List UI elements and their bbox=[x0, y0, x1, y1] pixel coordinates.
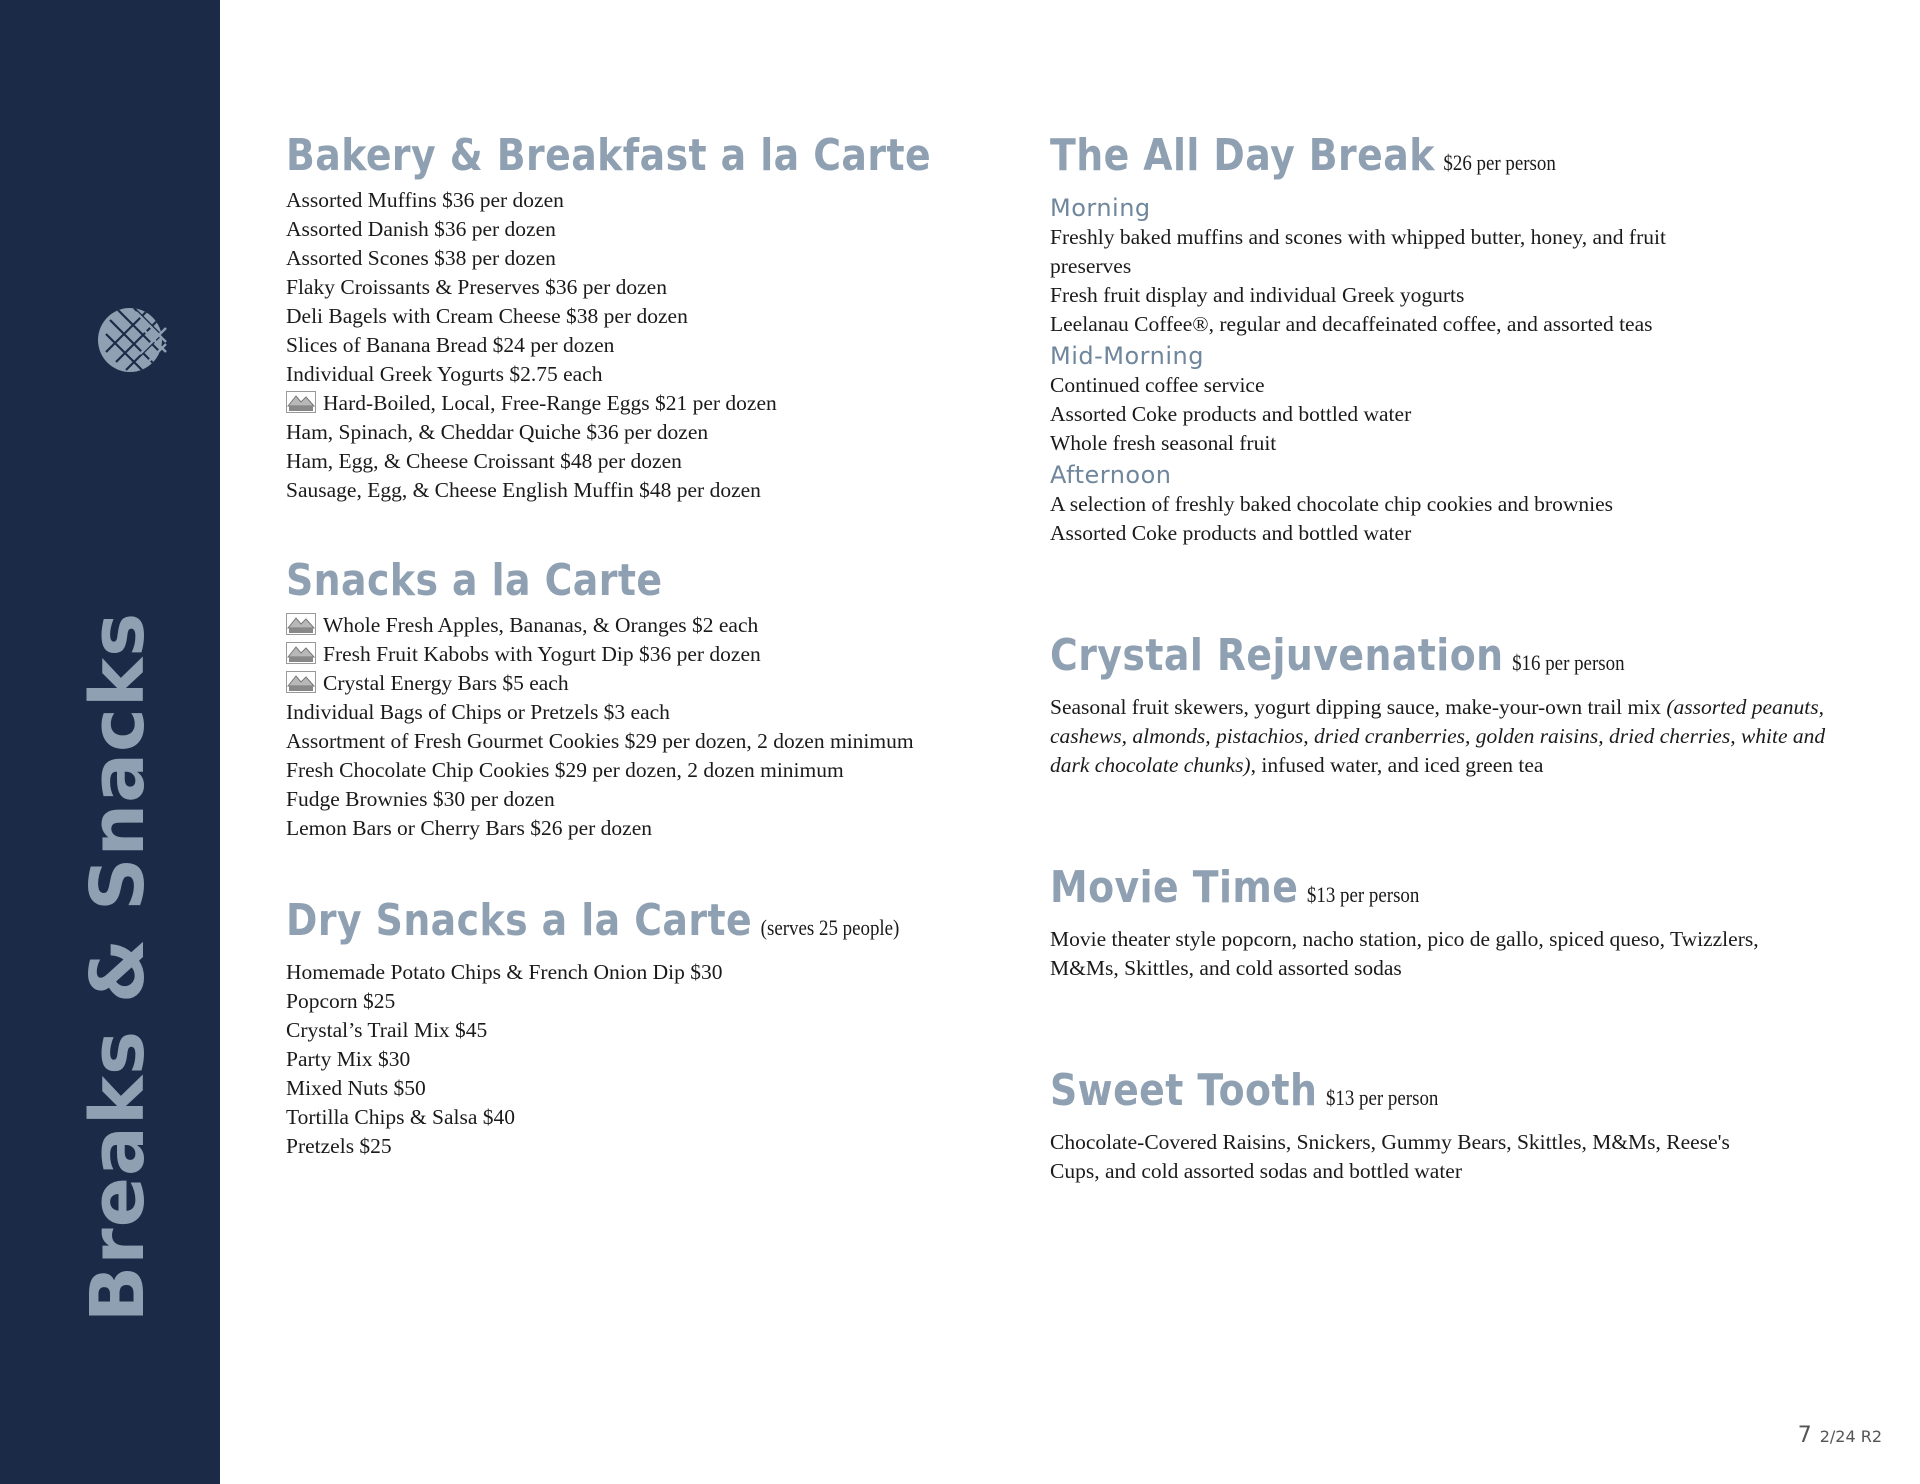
morning-label: Morning bbox=[1050, 194, 1151, 222]
list-item: A selection of freshly baked chocolate chip cookies and brownies bbox=[1050, 492, 1613, 516]
crystal-desc-start: Seasonal fruit skewers, yogurt dipping sauce, make-your-own trail mix bbox=[1050, 695, 1667, 719]
crystal-price: $16 per person bbox=[1512, 650, 1625, 675]
sidebar bbox=[0, 0, 220, 1484]
snacks-heading: Snacks a la Carte bbox=[286, 555, 663, 606]
dry-snacks-heading bbox=[286, 895, 905, 954]
snacks-section bbox=[286, 555, 1006, 843]
list-item: Crystal’s Trail Mix $45 bbox=[286, 1018, 488, 1042]
list-item: Ham, Spinach, & Cheddar Quiche $36 per dozen bbox=[286, 420, 709, 444]
list-item bbox=[286, 389, 1006, 418]
list-item: Whole fresh seasonal fruit bbox=[1050, 431, 1277, 455]
dry-snacks-note: (serves 25 people) bbox=[760, 915, 900, 940]
dry-snacks-section bbox=[286, 895, 1006, 1161]
list-item: Popcorn $25 bbox=[286, 989, 396, 1013]
list-item: Leelanau Coffee®, regular and decaffeinated coffee, and assorted teas bbox=[1050, 312, 1653, 336]
list-item: Assorted Coke products and bottled water bbox=[1050, 521, 1412, 545]
crystal-desc-italic: (assorted peanuts, cashews, almonds, pistachios, dried cranberries, golden raisins, dried cherries, white and dark chocolate chunks) bbox=[1050, 695, 1826, 777]
all-day-price: $26 per person bbox=[1443, 150, 1556, 175]
list-item: Pretzels $25 bbox=[286, 1134, 392, 1158]
sweet-heading bbox=[1050, 1065, 1738, 1124]
sweet-section bbox=[1050, 1065, 1850, 1186]
list-item bbox=[286, 611, 1006, 640]
page-footer bbox=[1798, 1423, 1882, 1448]
sweet-description: Chocolate-Covered Raisins, Snickers, Gummy Bears, Skittles, M&Ms, Reese's Cups, and cold assorted sodas and bottled water bbox=[1050, 1130, 1730, 1183]
peak-icon bbox=[286, 671, 316, 693]
list-item: Fresh Chocolate Chip Cookies $29 per dozen, 2 dozen minimum bbox=[286, 758, 844, 782]
sweet-price: $13 per person bbox=[1325, 1085, 1439, 1110]
list-item bbox=[286, 669, 1006, 698]
peak-icon bbox=[286, 391, 316, 413]
list-item: Sausage, Egg, & Cheese English Muffin $48 per dozen bbox=[286, 478, 761, 502]
list-item bbox=[286, 640, 1006, 669]
left-column bbox=[286, 130, 1006, 1161]
peak-icon bbox=[286, 642, 316, 664]
list-item: Assortment of Fresh Gourmet Cookies $29 per dozen, 2 dozen minimum bbox=[286, 729, 914, 753]
sidebar-title: Breaks & Snacks bbox=[75, 611, 161, 1323]
list-item: Individual Greek Yogurts $2.75 each bbox=[286, 362, 603, 386]
list-item: Fresh fruit display and individual Greek yogurts bbox=[1050, 283, 1465, 307]
list-item-text: Hard-Boiled, Local, Free-Range Eggs $21 per dozen bbox=[323, 391, 777, 415]
crystal-desc-end: , infused water, and iced green tea bbox=[1250, 753, 1544, 777]
list-item: Mixed Nuts $50 bbox=[286, 1076, 426, 1100]
list-item: Homemade Potato Chips & French Onion Dip $30 bbox=[286, 960, 723, 984]
list-item: Deli Bagels with Cream Cheese $38 per dozen bbox=[286, 304, 688, 328]
list-item: Fudge Brownies $30 per dozen bbox=[286, 787, 555, 811]
list-item: Assorted Danish $36 per dozen bbox=[286, 217, 556, 241]
all-day-section bbox=[1050, 130, 1850, 548]
dry-snacks-title: Dry Snacks a la Carte bbox=[286, 895, 753, 946]
peak-icon bbox=[286, 613, 316, 635]
list-item: Individual Bags of Chips or Pretzels $3 each bbox=[286, 700, 670, 724]
movie-price: $13 per person bbox=[1306, 882, 1420, 907]
list-item: Slices of Banana Bread $24 per dozen bbox=[286, 333, 615, 357]
bakery-section bbox=[286, 130, 1006, 505]
list-item: Lemon Bars or Cherry Bars $26 per dozen bbox=[286, 816, 652, 840]
list-item-text: Fresh Fruit Kabobs with Yogurt Dip $36 per dozen bbox=[323, 642, 761, 666]
movie-section bbox=[1050, 862, 1850, 983]
crystal-title: Crystal Rejuvenation bbox=[1050, 630, 1504, 681]
crystal-section bbox=[1050, 630, 1850, 780]
list-item: Ham, Egg, & Cheese Croissant $48 per dozen bbox=[286, 449, 682, 473]
crystal-description bbox=[1050, 693, 1850, 780]
all-day-heading bbox=[1050, 130, 1738, 189]
all-day-title: The All Day Break bbox=[1050, 130, 1435, 181]
list-item: Assorted Muffins $36 per dozen bbox=[286, 188, 564, 212]
list-item: Tortilla Chips & Salsa $40 bbox=[286, 1105, 516, 1129]
sweet-title: Sweet Tooth bbox=[1050, 1065, 1318, 1116]
midmorning-label: Mid-Morning bbox=[1050, 342, 1204, 370]
list-item: Party Mix $30 bbox=[286, 1047, 411, 1071]
afternoon-label: Afternoon bbox=[1050, 461, 1172, 489]
right-column bbox=[1050, 130, 1850, 1186]
bakery-heading: Bakery & Breakfast a la Carte bbox=[286, 130, 932, 181]
list-item: Assorted Scones $38 per dozen bbox=[286, 246, 556, 270]
movie-description: Movie theater style popcorn, nacho station, pico de gallo, spiced queso, Twizzlers, M&Ms, Skittles, and cold assorted sodas bbox=[1050, 927, 1759, 980]
list-item: Assorted Coke products and bottled water bbox=[1050, 402, 1412, 426]
page-number: 7 bbox=[1797, 1423, 1812, 1448]
movie-title: Movie Time bbox=[1050, 862, 1299, 913]
crystal-heading bbox=[1050, 630, 1738, 689]
list-item: Flaky Croissants & Preserves $36 per dozen bbox=[286, 275, 667, 299]
list-item-text: Crystal Energy Bars $5 each bbox=[323, 671, 569, 695]
revision-label: 2/24 R2 bbox=[1819, 1427, 1882, 1446]
list-item: Continued coffee service bbox=[1050, 373, 1265, 397]
list-item-text: Whole Fresh Apples, Bananas, & Oranges $2 each bbox=[323, 613, 759, 637]
movie-heading bbox=[1050, 862, 1738, 921]
list-item: Freshly baked muffins and scones with whipped butter, honey, and fruit preserves bbox=[1050, 225, 1666, 278]
lattice-sphere-icon bbox=[96, 304, 168, 376]
